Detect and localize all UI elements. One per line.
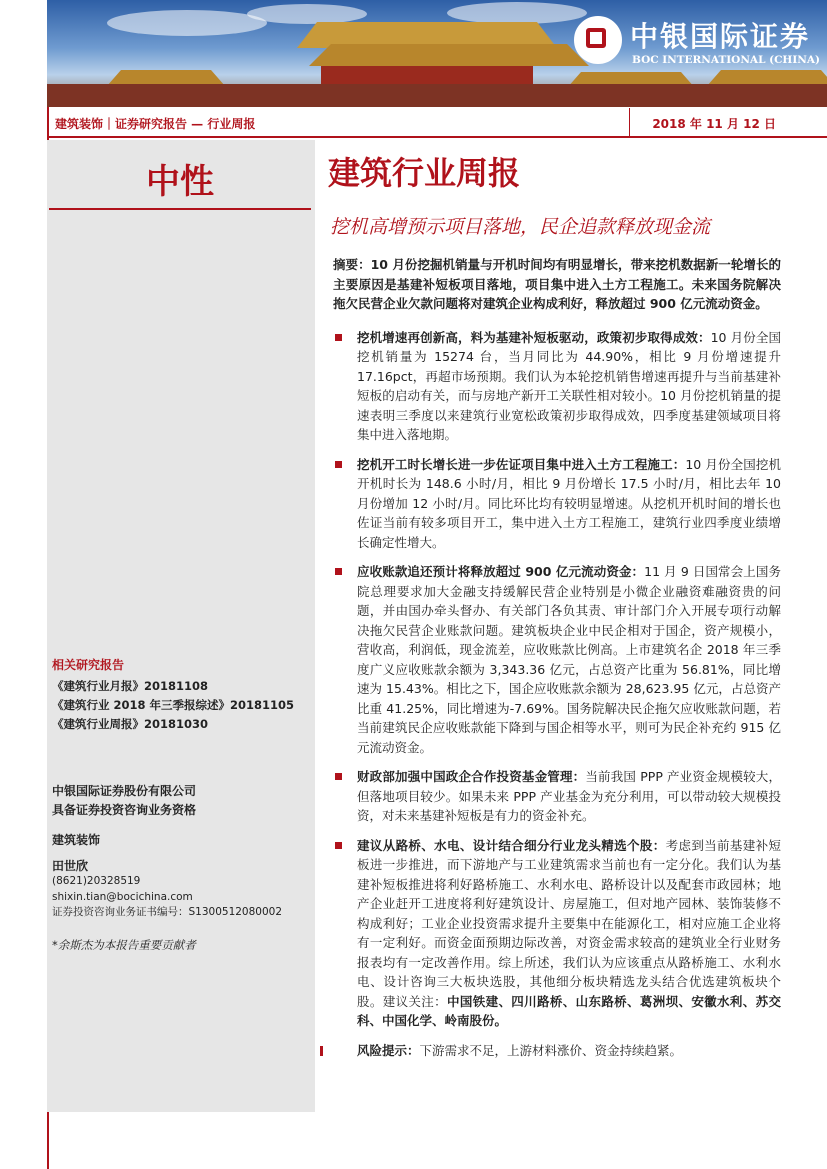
key-point-heading: 应收账款追还预计将释放超过 900 亿元流动资金：	[357, 564, 645, 579]
summary-paragraph: 摘要：10 月份挖掘机销量与开机时间均有明显增长，带来挖机数据新一轮增长的主要原因是基建补短板项目落地，项目集中进入土方工程施工。未来国务院解决拖欠民营企业欠款问题将对建筑企业构成利好，释放超过 900 亿元流动资金。	[333, 257, 781, 311]
report-body	[333, 255, 781, 1060]
key-point-heading: 挖机开工时长增长进一步佐证项目集中进入土方工程施工：	[357, 456, 686, 472]
related-report-item[interactable]: 《建筑行业周报》20181030	[52, 717, 209, 731]
analyst-license: 证券投资咨询业务证书编号：S1300512080002	[52, 906, 283, 918]
related-report-item[interactable]: 《建筑行业 2018 年三季报综述》20181105	[52, 698, 295, 712]
palace-hall	[321, 66, 533, 86]
bullet-square-icon	[335, 461, 342, 468]
report-header-bar	[47, 108, 827, 138]
key-points-list	[333, 328, 781, 1031]
bullet-square-icon	[335, 842, 342, 849]
key-point-heading: 挖机增速再创新高，料为基建补短板驱动，政策初步取得成效：	[357, 329, 711, 345]
report-date: 2018 年 11 月 12 日	[652, 117, 776, 131]
company-info	[52, 782, 196, 820]
analyst-name: 田世欣	[52, 858, 89, 873]
page-title: 建筑行业周报	[328, 154, 521, 192]
recommended-stocks: 中国铁建、四川路桥、山东路桥、葛洲坝、安徽水利、苏交科、中国化学、岭南股份。	[357, 993, 781, 1028]
rating-label: 中性	[146, 162, 214, 202]
bullet-square-icon	[335, 334, 342, 341]
header-banner	[47, 0, 827, 107]
bullet-square-icon	[335, 568, 342, 575]
cloud-shape	[247, 4, 367, 24]
cloud-shape	[447, 2, 587, 24]
key-point-heading: 财政部加强中国政企合作投资基金管理：	[357, 769, 586, 784]
analyst-info	[52, 833, 282, 921]
brand-name-en: BOC INTERNATIONAL (CHINA)	[632, 54, 820, 66]
report-category: 建筑装饰｜证券研究报告 — 行业周报	[55, 117, 256, 131]
risk-marker-icon	[320, 1046, 323, 1056]
rating-box	[49, 140, 311, 210]
key-point	[333, 562, 781, 757]
risk-warning	[333, 1041, 781, 1061]
key-point	[333, 455, 781, 553]
key-point-body: 11 月 9 日国常会上国务院总理要求加大金融支持缓解民营企业特别是小微企业融资难融资贵的问题，并由国办牵头督办、有关部门各负其责、审计部门介入开展专项行动解决拖欠民营企业账款问题。建筑板块企业中民企相对于国企，资产规模小，营收高，利润低，现金流差，应收账款比例高。上市建筑名企 2018 年三季度广义应收账款余额为 3,343.36 亿元，占总资产比重为 56.81%，同比增速为 15.43%。相比之下，国企应收账款余额为 28,623.95 亿元，占总资产比重 41.25%，同比增速为-7.69%。国务院解决民企拖欠应收账款问题，若当前建筑民企应收账款能下降到与国企相等水平，则可为民企补充约 915 亿元流动资金。	[357, 564, 781, 755]
analyst-sector: 建筑装饰	[52, 833, 101, 847]
palace-wall	[47, 84, 827, 107]
key-point-heading: 建议从路桥、水电、设计结合细分行业龙头精选个股：	[357, 837, 666, 853]
related-reports-list	[52, 677, 294, 734]
key-point	[333, 836, 781, 1031]
risk-text: 下游需求不足，上游材料涨价、资金持续趋紧。	[419, 1042, 683, 1058]
key-point-body: 考虑到当前基建补短板进一步推进，而下游地产与工业建筑需求当前也有一定分化。我们认为基建补短板推进将利好路桥施工、水利水电、路桥设计以及配套市政园林；地产企业赶开工进度将利好建筑设计、房屋施工，但对地产园林、装饰装修不构成利好；工业企业投资需求提升主要集中在能源化工，相对应施工企业将有一定利好。而资金面预期边际改善，对资金需求较高的建筑业全行业财务报表均有一定改善作用。综上所述，我们认为应该重点从路桥施工、水利水电、设计咨询三大板块选股，其他细分板块精选龙头结合优选建筑板块个股。建议关注：	[357, 837, 781, 1009]
company-qualification: 具备证券投资咨询业务资格	[52, 803, 197, 817]
contributor-note: *余斯杰为本报告重要贡献者	[52, 938, 196, 952]
key-point	[333, 767, 781, 826]
company-name: 中银国际证券股份有限公司	[52, 784, 197, 798]
risk-label: 风险提示：	[357, 1042, 420, 1058]
analyst-phone: (8621)20328519	[52, 875, 141, 887]
related-reports-title: 相关研究报告	[52, 658, 125, 672]
page-subtitle: 挖机高增预示项目落地，民企追款释放现金流	[330, 216, 711, 238]
related-report-item[interactable]: 《建筑行业月报》20181108	[52, 679, 209, 693]
analyst-email[interactable]: shixin.tian@bocichina.com	[52, 890, 193, 903]
key-point-body: 当前我国 PPP 产业资金规模较大，但落地项目较少。如果未来 PPP 产业基金为充分利用，可以带动较大规模投资，对未来基建补短板是有力的资金补充。	[357, 769, 781, 823]
cloud-shape	[107, 10, 267, 36]
palace-roof-lower	[309, 44, 589, 66]
bullet-square-icon	[335, 773, 342, 780]
key-point-body: 10 月份全国挖机销量为 15274 台，当月同比为 44.90%，相比 9 月份增速提升 17.16pct，再超市场预期。我们认为本轮挖机销售增速再提升与当前基建补短板的启动有关，而与房地产新开工关联性相对较小。10 月份挖机销量的提速表明三季度以来建筑行业宽松政策初步取得成效，四季度基建领域项目将集中进入落地期。	[357, 329, 781, 442]
sidebar	[47, 140, 315, 1112]
key-point	[333, 328, 781, 445]
boc-logo-icon	[586, 28, 606, 48]
date-cell	[629, 108, 827, 136]
brand-name-cn: 中银国际证券	[630, 20, 811, 53]
key-point-body: 10 月份全国挖机开机时长为 148.6 小时/月，相比 9 月份增长 17.5 小时/月，相比去年 10 月份增加 12 小时/月。同比环比均有较明显增速。从挖机开机时间的增长也佐证当前有较多项目开工，集中进入土方工程施工，建筑行业四季度业绩增长确定性增大。	[357, 456, 781, 550]
